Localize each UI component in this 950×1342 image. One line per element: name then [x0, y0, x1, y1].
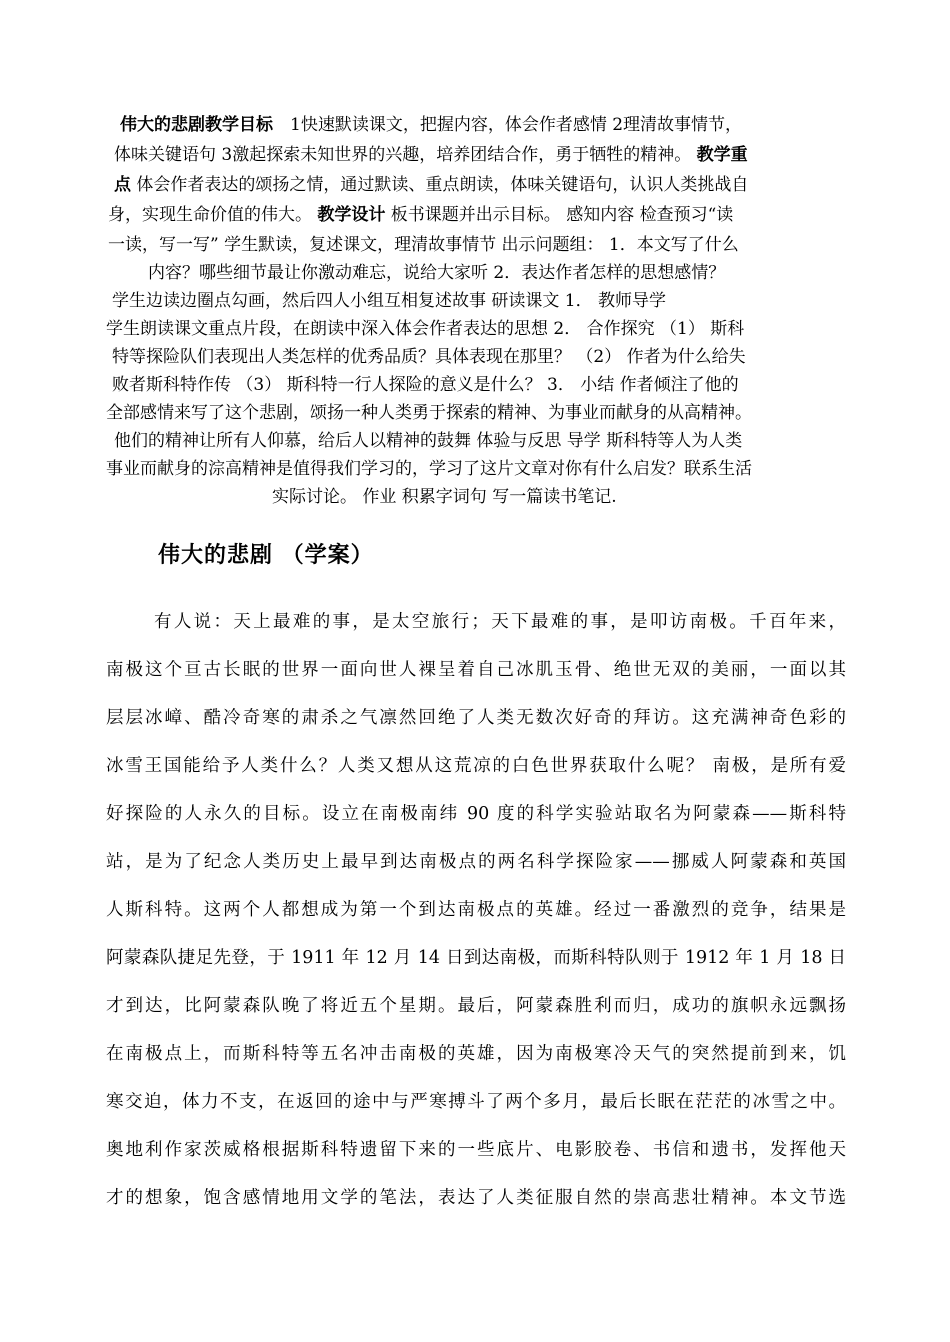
body-line: 好探险的人永久的目标。设立在南极南纬 90 度的科学实验站取名为阿蒙森——斯科特: [106, 804, 846, 824]
body-line: 才的想象，饱含感情地用文学的笔法，表达了人类征服自然的崇高悲壮精神。本文节选: [106, 1188, 846, 1208]
plan-line-12: 他们的精神让所有人仰慕，给后人以精神的鼓舞 体验与反思 导学 斯科特等人为人类: [114, 431, 743, 451]
plan-line-5: 一读，写一写” 学生默读，复述课文，理清故事情节 出示问题组： 1．本文写了什么: [108, 235, 739, 255]
plan-title: 伟大的悲剧教学目标: [120, 115, 273, 135]
key-label-2: 点: [114, 175, 131, 195]
body-line: 奥地利作家茨威格根据斯科特遗留下来的一些底片、电影胶卷、书信和遗书，发挥他天: [106, 1140, 846, 1160]
plan-objective-1: 1快速默读课文，把握内容，体会作者感情 2理清故事情节，: [273, 115, 743, 135]
body-line: 层层冰嶂、酷冷奇寒的肃杀之气凛然回绝了人类无数次好奇的拜访。这充满神奇色彩的: [106, 708, 846, 728]
plan-line-13: 事业而献身的淙高精神是值得我们学习的，学习了这片文章对你有什么启发？联系生活: [106, 459, 752, 479]
body-line: 寒交迫，体力不支，在返回的途中与严寒搏斗了两个多月，最后长眠在茫茫的冰雪之中。: [106, 1092, 846, 1112]
body-line: 在南极点上，而斯科特等五名冲击南极的英雄，因为南极寒冷天气的突然提前到来，饥: [106, 1044, 846, 1064]
body-line: 站，是为了纪念人类历史上最早到达南极点的两名科学探险家——挪威人阿蒙森和英国: [106, 852, 846, 872]
plan-objective-2: 体味关键语句 3激起探索未知世界的兴趣，培养团结合作，勇于牺牲的精神。: [114, 145, 692, 165]
key-label: 教学重: [696, 145, 748, 165]
body-line: 人斯科特。这两个人都想成为第一个到达南极点的英雄。经过一番激烈的竞争，结果是: [106, 900, 846, 920]
body-line: 才到达，比阿蒙森队晚了将近五个星期。最后，阿蒙森胜利而归，成功的旗帜永远飘扬: [106, 996, 846, 1016]
body-line: 南极这个亘古长眠的世界一面向世人裸呈着自己冰肌玉骨、绝世无双的美丽，一面以其: [106, 660, 846, 680]
plan-line-1: [120, 112, 870, 138]
study-guide-title: 伟大的悲剧 （学案）: [158, 542, 374, 568]
body-line: 冰雪王国能给予人类什么？人类又想从这荒凉的白色世界获取什么呢？ 南极，是所有爱: [106, 756, 846, 776]
plan-line-8: 学生朗读课文重点片段，在朗读中深入体会作者表达的思想 2． 合作探究 （1） 斯科: [106, 319, 745, 339]
plan-line-6: 内容？哪些细节最让你激动难忘，说给大家听 2．表达作者怎样的思想感情？: [148, 263, 726, 283]
plan-line-11: 全部感情来写了这个悲剧，颂扬一种人类勇于探索的精神、为事业而献身的从高精神。: [106, 403, 752, 423]
plan-line-3: [114, 172, 864, 198]
plan-line-4: [108, 202, 858, 228]
design-text: 板书课题并出示目标。 感知内容 检查预习“读: [385, 205, 734, 225]
plan-line-9: 特等探险队们表现出人类怎样的优秀品质？具体表现在那里？ （2） 作者为什么给失: [112, 347, 746, 367]
plan-line-7: 学生边读边圈点勾画，然后四人小组互相复述故事 研读课文 1． 教师导学: [112, 291, 667, 311]
plan-line-14: 实际讨论。 作业 积累字词句 写一篇读书笔记.: [272, 487, 617, 507]
plan-line-2: [114, 142, 864, 168]
body-line: 有人说：天上最难的事，是太空旅行；天下最难的事，是叩访南极。千百年来，: [154, 612, 846, 632]
body-line: 阿蒙森队捷足先登，于 1911 年 12 月 14 日到达南极，而斯科特队则于 1912 年 1 月 18 日: [106, 948, 846, 968]
key-text-1: 体会作者表达的颂扬之情，通过默读、重点朗读，体味关键语句，认识人类挑战自: [131, 175, 749, 195]
plan-line-10: 败者斯科特作传 （3） 斯科特一行人探险的意义是什么？ 3． 小结 作者倾注了他的: [112, 375, 739, 395]
design-label: 教学设计: [317, 205, 386, 225]
key-text-2: 身，实现生命价值的伟大。: [108, 205, 312, 225]
